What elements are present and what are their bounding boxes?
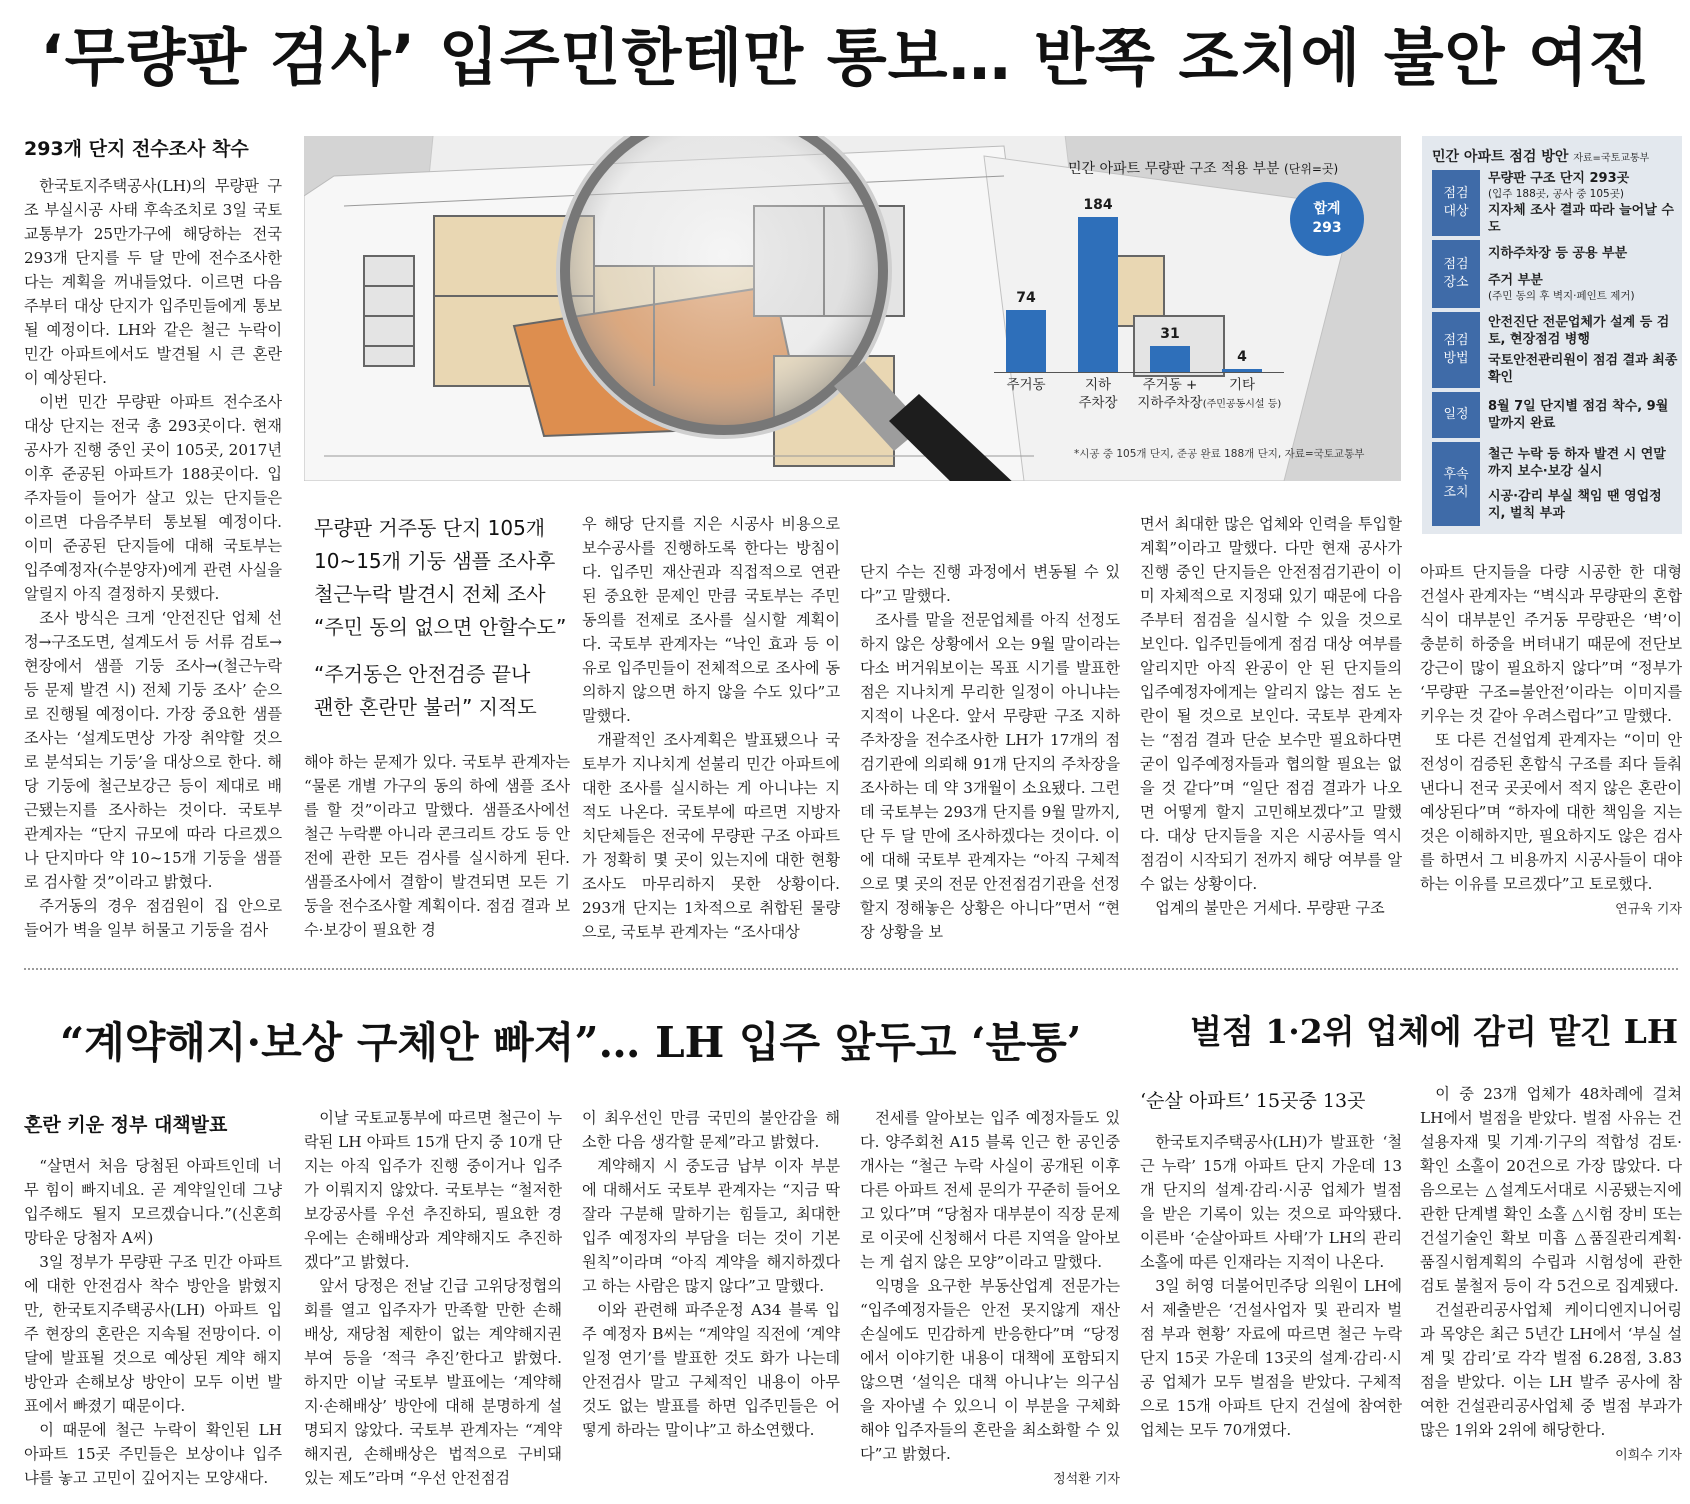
story3-headline: 벌점 1·2위 업체에 감리 맡긴 LH <box>1190 1012 1679 1051</box>
story3-col2 <box>1420 1082 1682 1494</box>
plan-row-label: 점검 대상 <box>1432 170 1480 236</box>
paragraph: 해야 하는 문제가 있다. 국토부 관계자는 “물론 개별 가구의 동의 하에 샘플 조사를 할 것”이라고 말했다. 샘플조사에선 철근 누락뿐 아니라 콘크리트 강도 등 안전에 관한 모든 검사를 실시하게 된다. 샘플조사에서 결함이 발견되면 모든 기둥을 전수조사할 계획이다. 점검 결과 보수·보강이 필요한 경 <box>304 753 570 939</box>
story1-pullquote <box>314 512 578 724</box>
paragraph: 이번 민간 무량판 아파트 전수조사 대상 단지는 전국 총 293곳이다. 현재 공사가 진행 중인 곳이 105곳, 2017년 이후 준공된 아파트가 188곳이다. 입주자들이 들어가 살고 있는 단지들은 이르면 다음주부터 통보될 예정이다. 이미 준공된 단지들에 대해 국토부는 입주예정자(수분양자)에게 관련 사실을 알릴지 아직 결정하지 못했다. <box>24 393 282 603</box>
total-badge: 합계 293 <box>1290 182 1364 256</box>
bar-value-label: 184 <box>1083 197 1113 214</box>
paragraph: 익명을 요구한 부동산업계 전문가는 “입주예정자들은 안전 못지않게 재산 손실에도 민감하게 반응한다”며 “당정에서 이야기한 내용이 대책에 포함되지 않으면 ‘설익은 대책 아니냐’는 의구심을 자아낼 수 있으니 이 부분을 구체화해야 입주자들의 혼란을 최소화할 수 있다”고 밝혔다. <box>860 1277 1120 1463</box>
paragraph: 단지 수는 진행 과정에서 변동될 수 있다”고 말했다. <box>860 563 1120 605</box>
byline: 연규욱 기자 <box>1615 902 1682 917</box>
bar-category-label: 기타 (주민공동시설 등) <box>1202 377 1282 410</box>
story1-col1 <box>24 174 282 944</box>
paragraph: 업계의 불만은 거세다. 무량판 구조 <box>1155 899 1385 917</box>
paragraph: 이 때문에 철근 누락이 확인된 LH 아파트 15곳 주민들은 보상이냐 입주냐를 놓고 고민이 깊어지는 모양새다. <box>24 1421 282 1487</box>
paragraph: 한국토지주택공사(LH)가 발표한 ‘철근 누락’ 15개 아파트 단지 가운데 13개 단지의 설계·감리·시공 업체가 벌점을 받은 기록이 있는 것으로 파악됐다. 이른바 ‘순살아파트 사태’가 LH의 관리 소홀에 따른 인재라는 지적이 나온다. <box>1140 1133 1402 1271</box>
chart-note: *시공 중 105개 단지, 준공 완료 188개 단지, 자료=국토교통부 <box>1074 448 1365 460</box>
bar-category-label: 주거동 + 지하주차장 <box>1137 377 1203 411</box>
story1-col4 <box>860 560 1120 944</box>
sidebox-title: 민간 아파트 점검 방안 자료=국토교통부 <box>1432 149 1650 165</box>
bar <box>1078 217 1118 372</box>
bar <box>1150 346 1190 372</box>
plan-row-label: 일정 <box>1432 392 1480 438</box>
chart-baseline <box>994 372 1284 373</box>
plan-row <box>1432 240 1678 308</box>
paragraph: 조사 방식은 크게 ‘안전진단 업체 선정→구조도면, 설계도서 등 서류 검토→현장에서 샘플 기둥 조사→(철근누락 등 문제 발견 시) 전체 기둥 조사’ 순으로 진행될 예정이다. 가장 중요한 샘플 조사는 ‘설계도면상 가장 취약할 것으로 분석되는 기둥’을 대상으로 한다. 해당 기둥에 철근보강근 등이 제대로 배근됐는지를 조사하는 것이다. 국토부 관계자는 “단지 규모에 따라 다르겠으나 단지마다 약 10~15개 기둥을 샘플로 검사할 것”이라고 밝혔다. <box>24 609 282 891</box>
paragraph: 면서 최대한 많은 업체와 인력을 투입할 계획”이라고 말했다. 다만 현재 공사가 진행 중인 단지들은 안전점검기관이 이미 자체적으로 지정돼 있기 때문에 다음주부터 점검을 실시할 수 있을 것으로 보인다. 입주민들에게 점검 대상 여부를 알리지만 아직 완공이 안 된 단지들의 입주예정자에게는 알리지 않는 점도 논란이 될 것으로 보인다. 국토부 관계자는 “점검 결과 단순 보수만 필요하다면 굳이 입주예정자들과 협의할 필요는 없을 것 같다”며 “일단 점검 결과가 나오면 어떻게 할지 고민해보겠다”고 말했다. 대상 단지들을 지은 시공사들 역시 점검이 시작되기 전까지 해당 여부를 알 수 없는 상황이다. <box>1140 515 1402 893</box>
story2-col3 <box>582 1106 840 1490</box>
plan-row-item-note: (주민 동의 후 벽지·페인트 제거) <box>1488 290 1635 302</box>
inspection-plan-box <box>1422 136 1682 534</box>
plan-row-item: 안전진단 전문업체가 설계 등 검토, 현장점검 병행 <box>1488 315 1670 347</box>
bar-category-label: 지하 주차장 <box>1078 377 1118 411</box>
paragraph: 우 해당 단지를 지은 시공사 비용으로 보수공사를 진행하도록 한다는 방침이다. 입주민 재산권과 직접적으로 연관된 중요한 문제인 만큼 국토부는 주민 동의를 전제로 조사를 실시할 계획이다. 국토부 관계자는 “낙인 효과 등 이유로 입주민들이 전체적으로 조사에 동의하지 않으면 하지 않을 수도 있다”고 말했다. <box>582 515 840 725</box>
paragraph: “살면서 처음 당첨된 아파트인데 너무 힘이 빠지네요. 곧 계약일인데 그냥 입주해도 될지 모르겠습니다.”(신혼희망타운 당첨자 A씨) <box>24 1157 282 1247</box>
story2-col2 <box>304 1106 562 1490</box>
plan-row <box>1432 392 1678 438</box>
story2-col4 <box>860 1106 1120 1490</box>
pullquote-line: 괜한 혼란만 불러” 지적도 <box>314 695 537 719</box>
paragraph: 개괄적인 조사계획은 발표됐으나 국토부가 지나치게 섣불리 민간 아파트에 대한 조사를 실시하는 게 아니냐는 지적도 나온다. 국토부에 따르면 지방자치단체들은 전국에 무량판 구조 아파트가 정확히 몇 곳이 있는지에 대한 현황 조사도 마무리하지 못한 상황이다. 293개 단지는 1차적으로 취합된 물량으로, 국토부 관계자는 “조사대상 <box>582 731 840 941</box>
plan-row-item: 주거 부분 (주민 동의 후 벽지·페인트 제거) <box>1488 272 1678 303</box>
paragraph: 이날 국토교통부에 따르면 철근이 누락된 LH 아파트 15개 단지 중 10개 단지는 아직 입주가 진행 중이거나 입주가 이뤄지지 않았다. 국토부는 “철저한 보강공사를 우선 추진하되, 필요한 경우에는 손해배상과 계약해지도 추진하겠다”고 밝혔다. <box>304 1109 562 1271</box>
plan-row <box>1432 170 1678 236</box>
paragraph: 이와 관련해 파주운정 A34 블록 입주 예정자 B씨는 “계약일 직전에 ‘계약 일정 연기’를 발표한 것도 화가 나는데 안전검사 말고 구체적인 내용이 아무 것도 없는 발표를 하면 입주민들은 어떻게 하라는 말이냐”고 하소연했다. <box>582 1301 840 1439</box>
pullquote-line: 무량판 거주동 단지 105개 <box>314 516 546 540</box>
bar-category-note: (주민공동시설 등) <box>1202 399 1282 410</box>
story1-col5 <box>1140 512 1402 944</box>
plan-row <box>1432 312 1678 388</box>
plan-row-item-note: (입주 188곳, 공사 중 105곳) <box>1488 188 1624 201</box>
paragraph: 한국토지주택공사(LH)의 무량판 구조 부실시공 사태 후속조치로 3일 국토교통부가 25만가구에 해당하는 전국 293개 단지를 두 달 만에 전수조사한다는 계획을 꺼내들었다. 이르면 다음주부터 대상 단지가 입주민들에게 통보될 예정이다. LH와 같은 철근 누락이 민간 아파트에서도 발견될 시 큰 혼란이 예상된다. <box>24 177 282 387</box>
plan-row-label: 후속 조치 <box>1432 442 1480 526</box>
paragraph: 계약해지 시 중도금 납부 이자 부분에 대해서도 국토부 관계자는 “지금 딱 잘라 구분해 말하기는 힘들고, 최대한 입주 예정자의 부담을 더는 것이 기본 원칙”이라며 “아직 계약을 해지하겠다고 하는 사람은 많지 않다”고 말했다. <box>582 1157 840 1295</box>
section-divider <box>24 968 1678 970</box>
plan-row <box>1432 442 1678 526</box>
plan-row-item: 국토안전관리원이 점검 결과 최종 확인 <box>1488 353 1678 385</box>
story2-subhead: 혼란 키운 정부 대책발표 <box>24 1114 228 1136</box>
bar-value-label: 31 <box>1160 325 1180 342</box>
byline: 이희수 기자 <box>1615 1448 1682 1463</box>
paragraph: 3일 허영 더불어민주당 의원이 LH에서 제출받은 ‘건설사업자 및 관리자 벌점 부과 현황’ 자료에 따르면 철근 누락 단지 15곳 가운데 13곳의 설계·감리·시공 업체가 모두 벌점을 받았다. 구체적으로 15개 아파트 단지 건설에 참여한 업체는 모두 70개였다. <box>1140 1277 1402 1439</box>
story1-col3 <box>582 512 840 944</box>
plan-row-item: 철근 누락 등 하자 발견 시 연말까지 보수·보강 실시 <box>1488 447 1666 479</box>
paragraph: 또 다른 건설업계 관계자는 “이미 안전성이 검증된 혼합식 구조를 죄다 들춰낸다니 전국 곳곳에서 적지 않은 혼란이 예상된다”며 “하자에 대한 책임을 지는 것은 이해하지만, 필요하지도 않은 검사를 하면서 그 비용까지 시공사들이 대야 하는 이유를 모르겠다”고 토로했다. <box>1420 731 1682 893</box>
chart-title: 민간 아파트 무량판 구조 적용 부분 (단위=곳) <box>1068 161 1339 177</box>
pullquote-line: “주민 동의 없으면 안할수도” <box>314 615 567 639</box>
paragraph: 이 중 23개 업체가 48차례에 걸쳐 LH에서 벌점을 받았다. 벌점 사유는 건설용자재 및 기계·기구의 적합성 검토·확인 소홀이 20건으로 가장 많았다. 다음으로는 △설계도서대로 시공됐는지에 관한 단계별 확인 소홀 △시험 장비 또는 건설기술인 확보 미흡 △품질관리계획·품질시험계획의 수립과 시험성에 관한 검토 불철저 등이 각 5건으로 집계됐다. <box>1420 1085 1682 1295</box>
blueprint-magnifier-art <box>304 136 1401 481</box>
paragraph: 전세를 알아보는 입주 예정자들도 있다. 양주회천 A15 블록 인근 한 공인중개사는 “철근 누락 사실이 공개된 이후 다른 아파트 전세 문의가 꾸준히 들어오고 있다”며 “당첨자 대부분이 직장 문제로 이곳에 신청해서 다른 지역을 알아보는 게 쉽지 않은 모양”이라고 말했다. <box>860 1109 1120 1271</box>
story3-subhead: ‘순살 아파트’ 15곳중 13곳 <box>1140 1090 1366 1112</box>
paragraph: 아파트 단지들을 다량 시공한 한 대형 건설사 관계자는 “벽식과 무량판의 혼합식이 대부분인 주거동 무량판은 ‘벽’이 충분히 하중을 버텨내기 때문에 전단보강근이 많이 필요하지 않다”며 “정부가 ‘무량판 구조=불안전’이라는 이미지를 키우는 것 같아 우려스럽다”고 말했다. <box>1420 563 1682 725</box>
plan-row-label: 점검 방법 <box>1432 312 1480 388</box>
paragraph: 이 최우선인 만큼 국민의 불안감을 해소한 다음 생각할 문제”라고 밝혔다. <box>582 1109 840 1151</box>
paragraph: 건설관리공사업체 케이디엔지니어링과 목양은 최근 5년간 LH에서 ‘부실 설계 및 감리’로 각각 벌점 6.28점, 3.83점을 받았다. 이는 LH 발주 공사에 참여한 건설관리공사업체 중 벌점 부과가 많은 1위와 2위에 해당한다. <box>1420 1301 1682 1439</box>
paragraph: 조사를 맡을 전문업체를 아직 선정도 하지 않은 상황에서 오는 9월 말이라는 다소 버거워보이는 목표 시기를 발표한 점은 지나치게 무리한 일정이 아니냐는 지적이 나온다. 앞서 무량판 구조 지하주차장을 전수조사한 LH가 17개의 점검기관에 의뢰해 91개 단지의 주차장을 조사하는 데 약 3개월이 소요됐다. 그런데 국토부는 293개 단지를 9월 말까지, 단 두 달 만에 조사하겠다는 것이다. 이에 대해 국토부 관계자는 “아직 구체적으로 몇 곳의 전문 안전점검기관을 선정할지 정해놓은 상황은 아니다”면서 “현장 상황을 보 <box>860 611 1120 941</box>
story1-col6 <box>1420 560 1682 944</box>
plan-row-item: 8월 7일 단지별 점검 착수, 9월 말까지 완료 <box>1488 399 1669 431</box>
paragraph: 주거동의 경우 점검원이 집 안으로 들어가 벽을 일부 허물고 기둥을 검사 <box>24 897 282 939</box>
bar-value-label: 4 <box>1237 348 1247 365</box>
story2-col1 <box>24 1154 282 1490</box>
pullquote-line: 10~15개 기둥 샘플 조사후 <box>314 549 556 573</box>
plan-row-item: 시공·감리 부실 책임 땐 영업정지, 벌칙 부과 <box>1488 489 1662 521</box>
story1-col2 <box>304 750 570 944</box>
plan-row-label: 점검 장소 <box>1432 240 1480 308</box>
blueprint-illustration <box>304 136 1401 481</box>
byline: 정석환 기자 <box>1053 1472 1120 1487</box>
pullquote-line: 철근누락 발견시 전체 조사 <box>314 582 546 606</box>
main-headline: ‘무량판 검사’ 입주민한테만 통보… 반쪽 조치에 불안 여전 <box>40 21 1650 94</box>
paragraph: 앞서 당정은 전날 긴급 고위당정협의회를 열고 입주자가 만족할 만한 손해배상, 재당첨 제한이 없는 계약해지권 부여 등을 ‘적극 추진’한다고 밝혔다. 하지만 이날 국토부 발표에는 ‘계약해지·손해배상’ 방안에 대해 분명하게 설명되지 않았다. 국토부 관계자는 “계약해지권, 손해배상은 법적으로 구비돼 있는 제도”라며 “우선 안전점검 <box>304 1277 562 1487</box>
bar <box>1006 310 1046 372</box>
pullquote-line: “주거동은 안전검증 끝나 <box>314 662 531 686</box>
bar-value-label: 74 <box>1016 289 1036 306</box>
story3-col1 <box>1140 1130 1402 1490</box>
bar-category-label: 주거동 <box>1006 377 1046 393</box>
plan-row-item: 지하주차장 등 공용 부분 <box>1488 246 1628 261</box>
paragraph: 3일 정부가 무량판 구조 민간 아파트에 대한 안전검사 착수 방안을 밝혔지만, 한국토지주택공사(LH) 아파트 입주 현장의 혼란은 지속될 전망이다. 이달에 발표될 것으로 예상된 계약 해지 방안과 손해보상 방안이 모두 이번 발표에서 빠졌기 때문이다. <box>24 1253 282 1415</box>
plan-row-item: 지자체 조사 결과 따라 늘어날 수도 <box>1488 202 1674 235</box>
story2-headline: “계약해지·보상 구체안 빠져”… LH 입주 앞두고 ‘분통’ <box>60 1018 1082 1067</box>
plan-row-item: 무량판 구조 단지 293곳 (입주 188곳, 공사 중 105곳) <box>1488 170 1678 201</box>
story1-subhead: 293개 단지 전수조사 착수 <box>24 138 249 160</box>
